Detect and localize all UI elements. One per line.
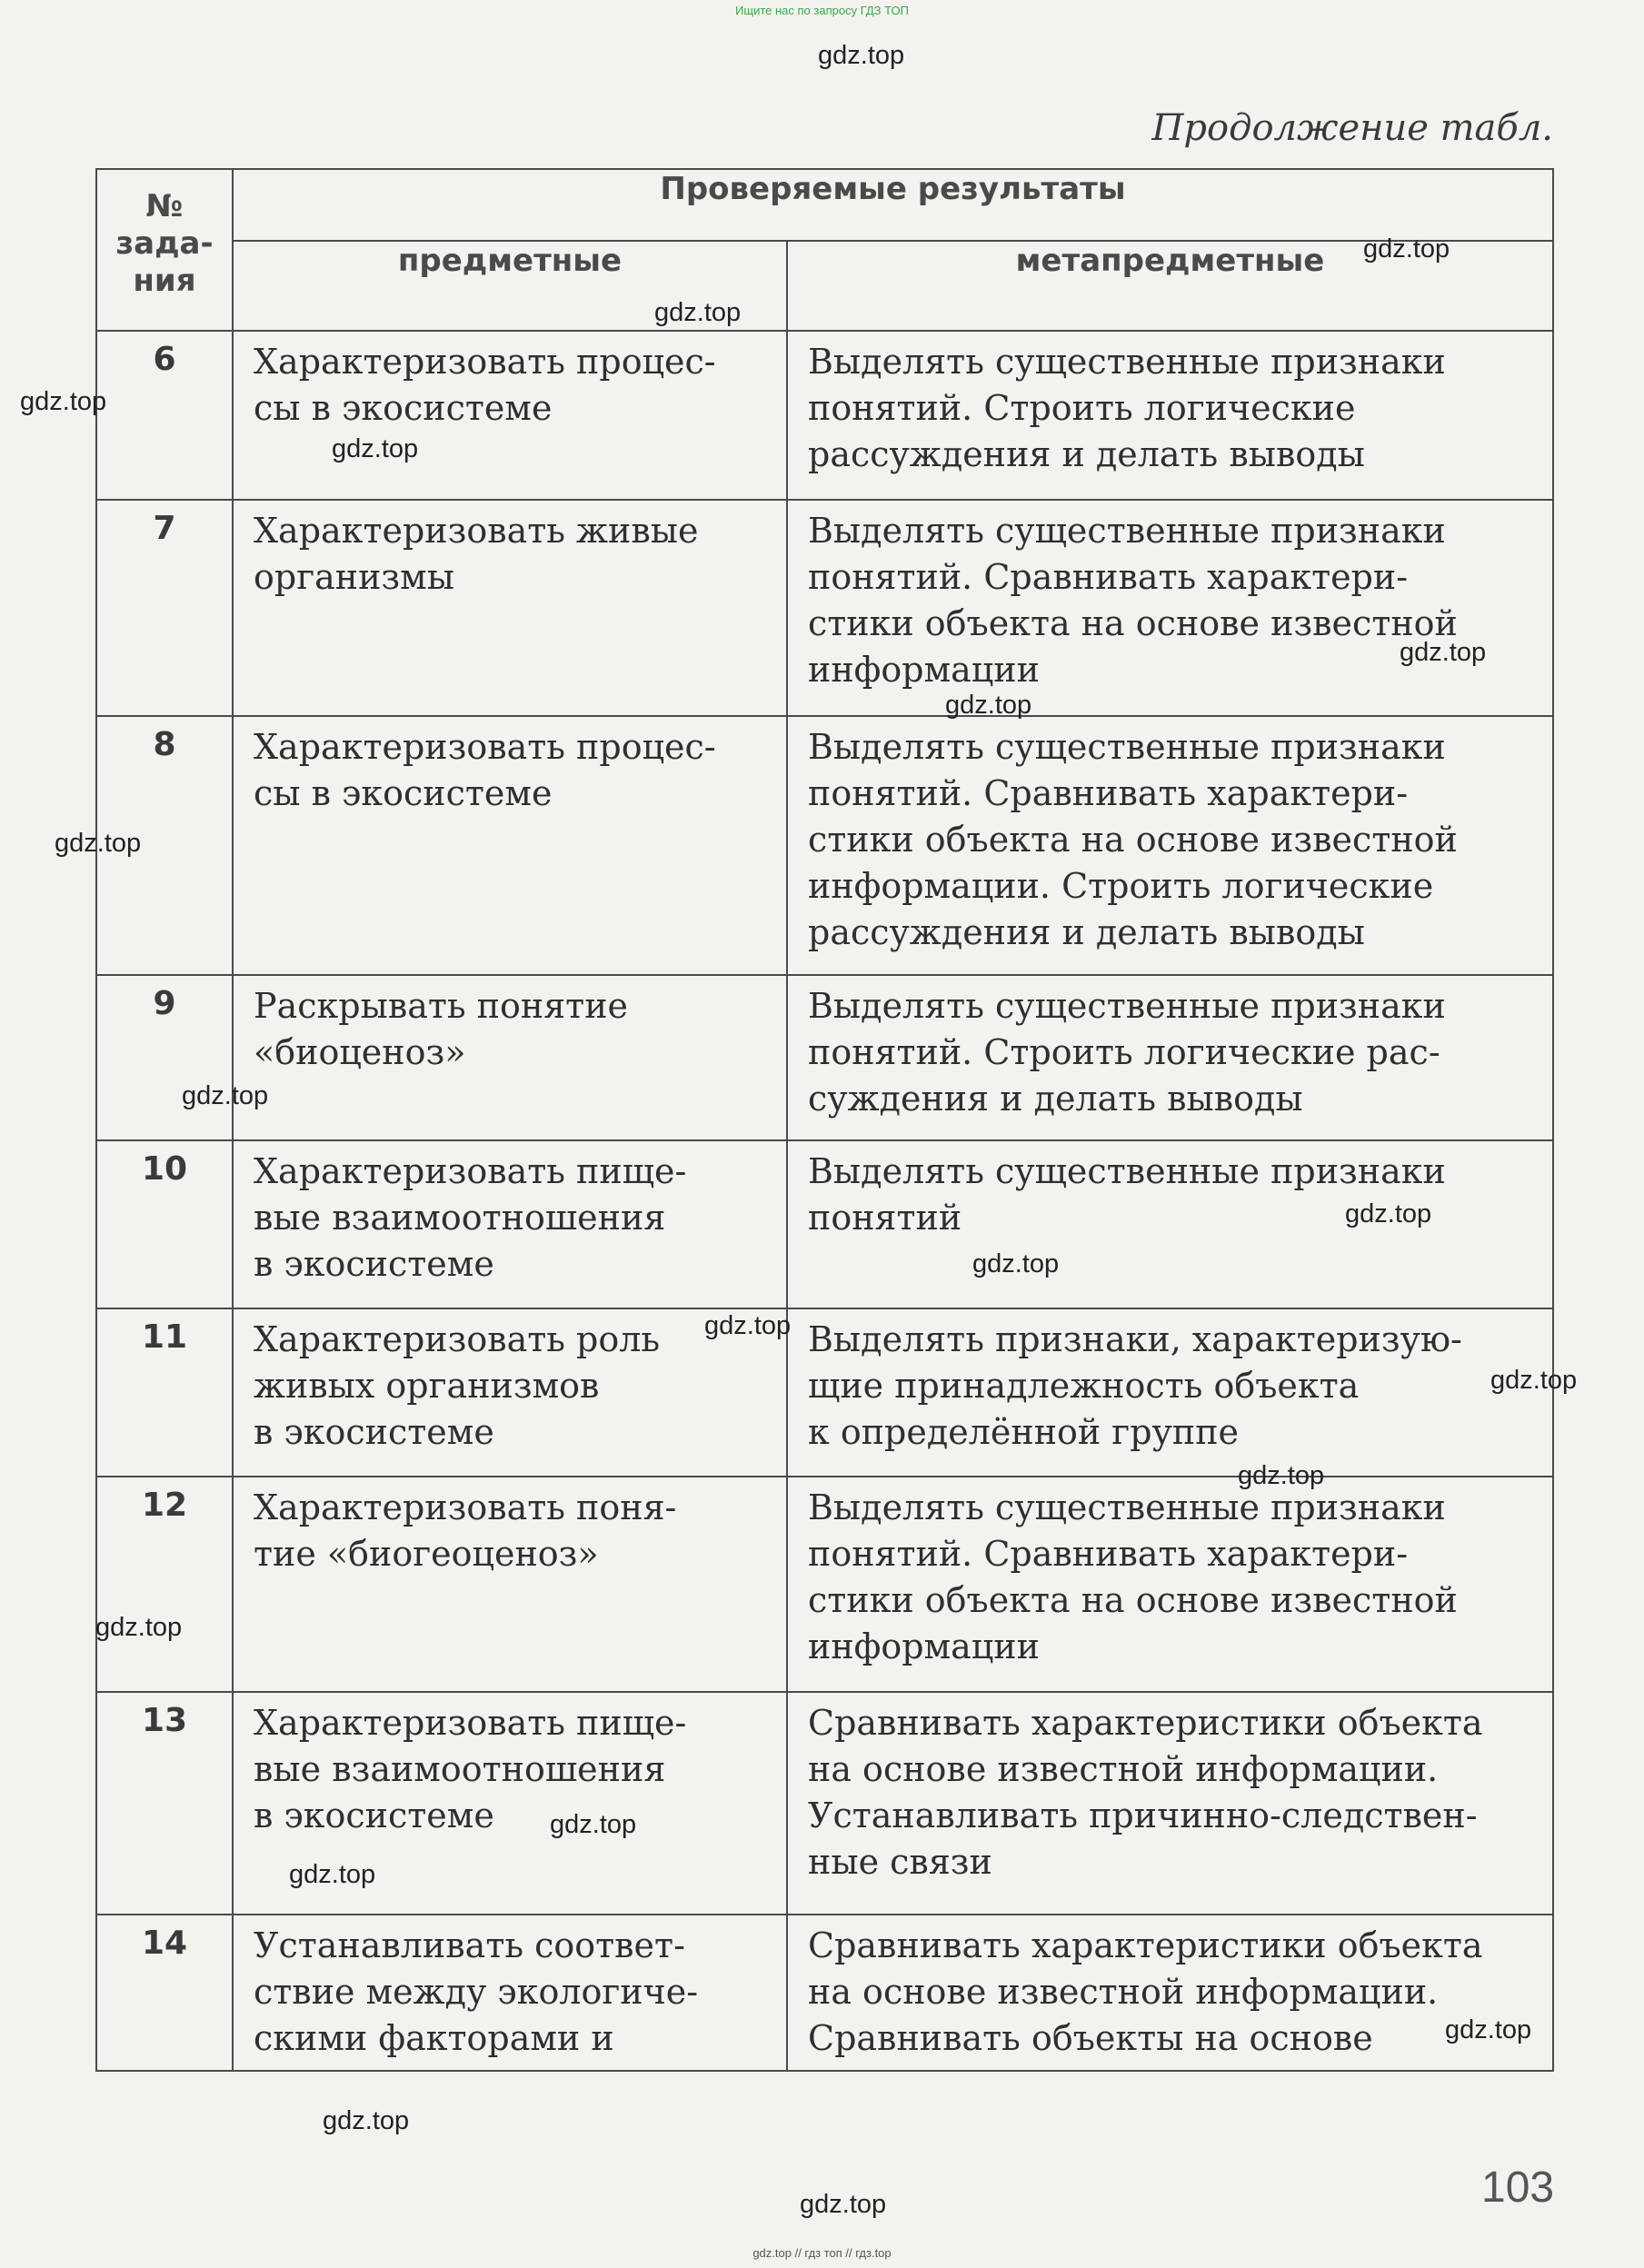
task-number: 10 xyxy=(96,1140,233,1308)
subject-result: Раскрывать понятие «биоценоз» xyxy=(233,975,787,1140)
subject-result: Характеризовать пище- вые взаимоотношения в экосистеме xyxy=(233,1692,787,1915)
table-row xyxy=(96,331,1553,500)
top-banner: Ищите нас по запросу ГДЗ ТОП xyxy=(735,4,909,17)
meta-result: Выделять существенные признаки понятий. Сравнивать характери- стики объекта на основе известной информации. Строить логические рассуждения и делать выводы xyxy=(787,716,1553,975)
subject-result: Характеризовать пище- вые взаимоотношения в экосистеме xyxy=(233,1140,787,1308)
table-continuation-label: Продолжение табл. xyxy=(1151,107,1553,149)
task-number: 14 xyxy=(96,1915,233,2071)
subject-result: Характеризовать живые организмы xyxy=(233,500,787,716)
table-row xyxy=(96,1477,1553,1692)
results-table xyxy=(95,168,1554,2072)
meta-result: Выделять существенные признаки понятий xyxy=(787,1140,1553,1308)
watermark: gdz.top xyxy=(818,41,905,70)
subject-result: Характеризовать поня- тие «биогеоценоз» xyxy=(233,1477,787,1692)
task-number: 6 xyxy=(96,331,233,500)
watermark: gdz.top xyxy=(550,1810,637,1839)
watermark: gdz.top xyxy=(95,1613,183,1642)
watermark: gdz.top xyxy=(332,434,419,463)
column-header-task-number: № зада- ния xyxy=(96,169,233,331)
meta-result: Выделять существенные признаки понятий. Сравнивать характери- стики объекта на основе известной информации xyxy=(787,500,1553,716)
page-number: 103 xyxy=(1481,2164,1555,2212)
watermark: gdz.top xyxy=(1445,2015,1532,2044)
table-row xyxy=(96,500,1553,716)
subject-result: Устанавливать соответ- ствие между экологиче- скими факторами и xyxy=(233,1915,787,2071)
meta-result: Сравнивать характеристики объекта на основе известной информации. Устанавливать причинно-следствен- ные связи xyxy=(787,1692,1553,1915)
column-header-meta: метапредметные xyxy=(787,241,1553,331)
watermark: gdz.top xyxy=(323,2106,410,2135)
watermark: gdz.top xyxy=(1363,234,1450,264)
watermark: gdz.top xyxy=(704,1311,792,1340)
table-row xyxy=(96,1915,1553,2071)
meta-result: Сравнивать характеристики объекта на основе известной информации. Сравнивать объекты на основе xyxy=(787,1915,1553,2071)
meta-result: Выделять признаки, характеризую- щие принадлежность объекта к определённой группе xyxy=(787,1308,1553,1477)
table-row xyxy=(96,975,1553,1140)
table-row xyxy=(96,1308,1553,1477)
meta-result: Выделять существенные признаки понятий. Строить логические рассуждения и делать выводы xyxy=(787,331,1553,500)
watermark: gdz.top xyxy=(1490,1366,1578,1395)
task-number: 8 xyxy=(96,716,233,975)
task-number: 12 xyxy=(96,1477,233,1692)
task-number: 13 xyxy=(96,1692,233,1915)
watermark: gdz.top xyxy=(800,2190,887,2219)
meta-result: Выделять существенные признаки понятий. Строить логические рас- суждения и делать выводы xyxy=(787,975,1553,1140)
watermark: gdz.top xyxy=(972,1249,1060,1278)
watermark: gdz.top xyxy=(289,1860,376,1889)
watermark: gdz.top xyxy=(55,829,142,858)
watermark: gdz.top xyxy=(945,691,1032,720)
watermark: gdz.top xyxy=(1238,1461,1325,1490)
table-row xyxy=(96,1140,1553,1308)
task-number: 11 xyxy=(96,1308,233,1477)
bottom-banner: gdz.top // гдз топ // гдз.top xyxy=(752,2246,892,2260)
column-header-subject: предметные xyxy=(233,241,787,331)
watermark: gdz.top xyxy=(654,298,742,327)
task-number: 9 xyxy=(96,975,233,1140)
subject-result: Характеризовать процес- сы в экосистеме xyxy=(233,331,787,500)
task-number: 7 xyxy=(96,500,233,716)
watermark: gdz.top xyxy=(182,1081,269,1110)
watermark: gdz.top xyxy=(1345,1199,1432,1228)
subject-result: Характеризовать процес- сы в экосистеме xyxy=(233,716,787,975)
meta-result: Выделять существенные признаки понятий. Сравнивать характери- стики объекта на основе известной информации xyxy=(787,1477,1553,1692)
column-header-results: Проверяемые результаты xyxy=(233,169,1553,241)
subject-result: Характеризовать роль живых организмов в экосистеме xyxy=(233,1308,787,1477)
watermark: gdz.top xyxy=(1400,638,1487,667)
watermark: gdz.top xyxy=(20,387,107,416)
table-row xyxy=(96,716,1553,975)
